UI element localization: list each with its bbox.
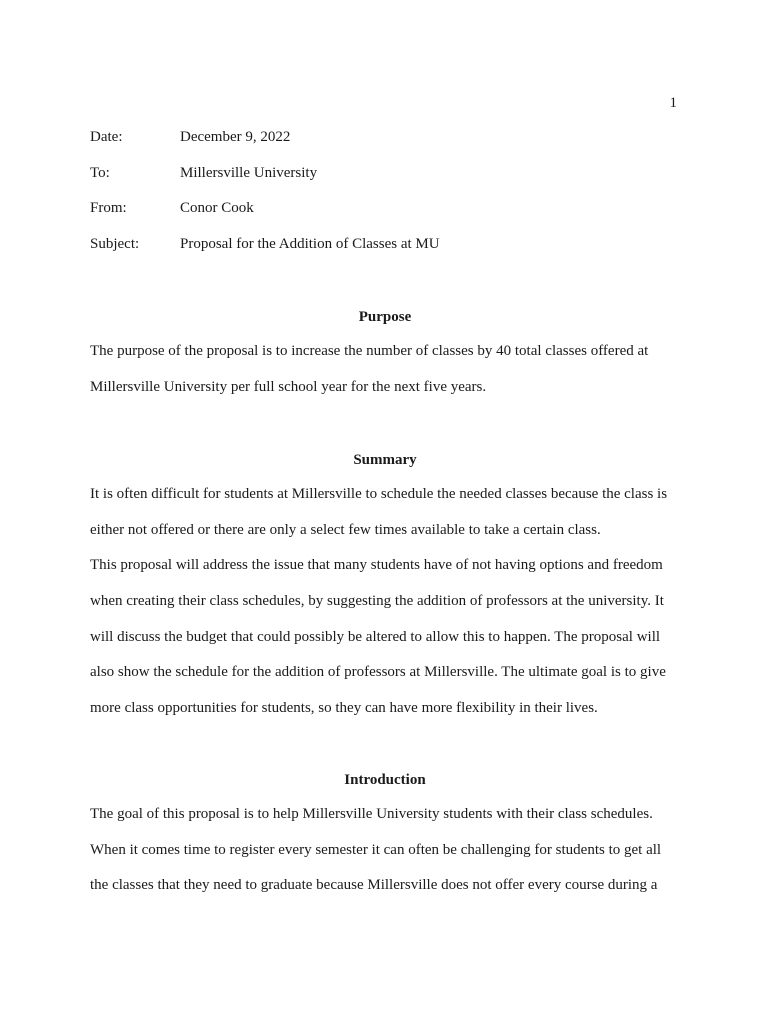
paragraph-line: Millersville University per full school year for the next five years. <box>90 378 487 395</box>
paragraph-line: When it comes time to register every semester it can often be challenging for students to get all <box>90 841 662 858</box>
paragraph-line: more class opportunities for students, so they can have more flexibility in their lives. <box>90 700 598 717</box>
introduction-paragraph <box>90 797 680 904</box>
paragraph-line: The purpose of the proposal is to increase the number of classes by 40 total classes offered at <box>90 343 649 359</box>
memo-label-from: From: <box>90 200 127 217</box>
paragraph-line: This proposal will address the issue that many students have of not having options and freedom <box>90 557 663 574</box>
paragraph-line: The goal of this proposal is to help Millersville University students with their class schedules. <box>90 806 653 822</box>
memo-row-date <box>90 128 690 164</box>
memo-row-subject <box>90 235 690 271</box>
memo-row-from <box>90 199 690 235</box>
paragraph-line: also show the schedule for the addition of professors at Millersville. The ultimate goal is to give <box>90 664 666 681</box>
memo-value-subject: Proposal for the Addition of Classes at MU <box>180 235 440 252</box>
memo-label-to: To: <box>90 164 110 181</box>
memo-label-date: Date: <box>90 129 123 145</box>
paragraph-line: It is often difficult for students at Millersville to schedule the needed classes because the class is <box>90 486 668 502</box>
memo-label-subject: Subject: <box>90 235 140 252</box>
memo-value-date: December 9, 2022 <box>180 129 291 145</box>
paragraph-line: the classes that they need to graduate because Millersville does not offer every course during a <box>90 877 658 894</box>
summary-paragraph <box>90 477 680 727</box>
summary-section <box>90 451 680 727</box>
section-heading-summary: Summary <box>353 452 417 468</box>
purpose-paragraph <box>90 334 680 405</box>
memo-value-from: Conor Cook <box>180 200 254 217</box>
section-heading-introduction: Introduction <box>344 772 426 788</box>
paragraph-line: will discuss the budget that could possibly be altered to allow this to happen. The proposal will <box>90 628 661 645</box>
page-number: 1 <box>669 95 677 111</box>
introduction-section <box>90 771 680 904</box>
memo-value-to: Millersville University <box>180 164 318 181</box>
purpose-section <box>90 308 680 405</box>
paragraph-line: either not offered or there are only a select few times available to take a certain class. <box>90 521 601 538</box>
paragraph-line: when creating their class schedules, by suggesting the addition of professors at the university. It <box>90 593 664 610</box>
memo-row-to <box>90 164 690 200</box>
section-heading-purpose: Purpose <box>358 309 412 325</box>
memo-header <box>90 128 690 270</box>
